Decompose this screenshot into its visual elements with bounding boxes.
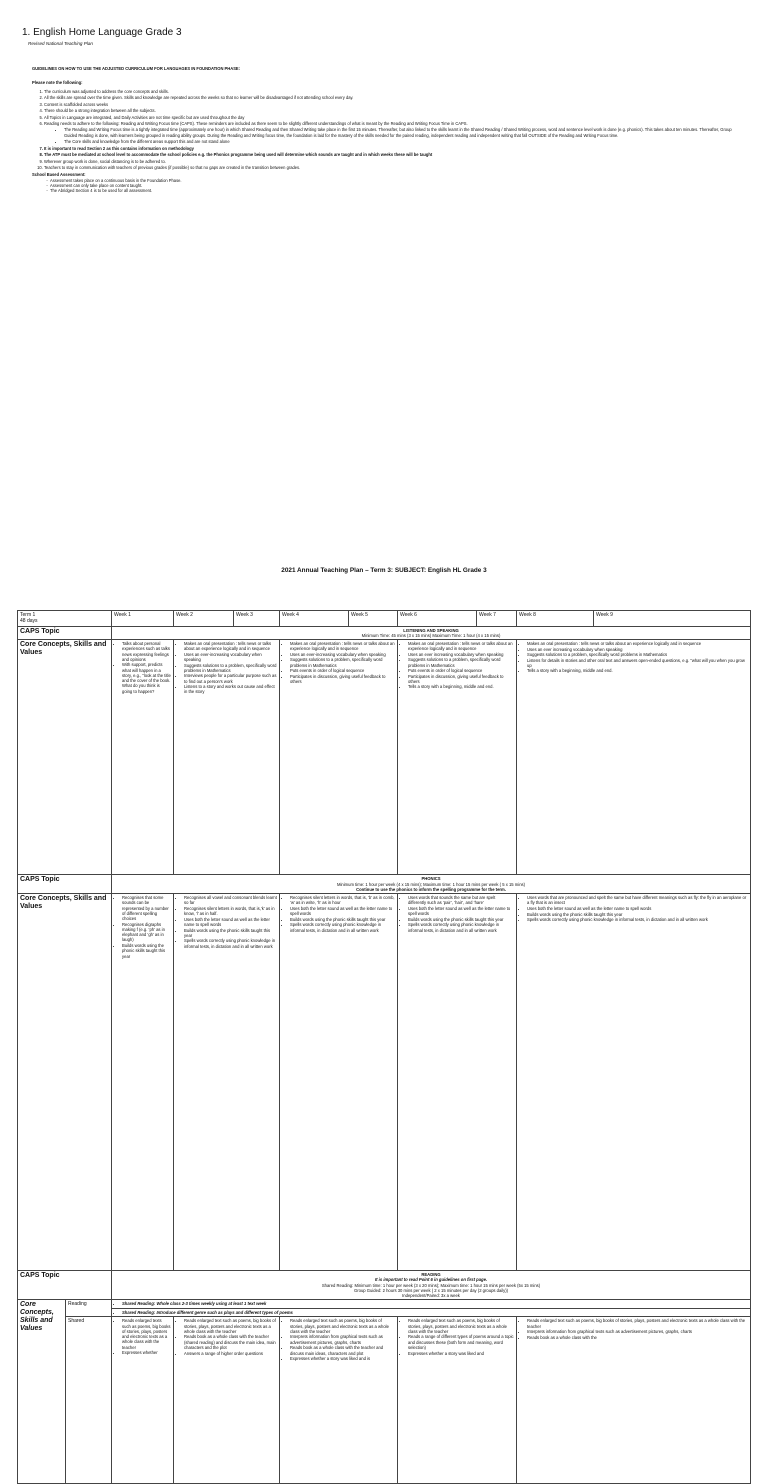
list-item: • Suggests solutions to a problem, specifically word problems in Mathematics [290, 657, 395, 668]
reading-shared-row-2 [18, 1308, 751, 1317]
list-item: • Puts events in order of logical sequence [290, 668, 395, 673]
caps-topic-label: CAPS Topic [18, 1271, 112, 1300]
listening-week4-5-cell [280, 640, 398, 875]
guidelines-note-heading: Please note the following: [32, 80, 83, 86]
list-item: • Suggests solutions to a problem, specifically word problems in Mathematics [184, 663, 277, 674]
core-concepts-label: Core Concepts, Skills and Values [18, 640, 112, 875]
guideline-sub-item: • The Core skills and knowledge from the different areas support this and are not stand alone [64, 139, 744, 144]
reading-note: It is important to read Point 6 in guidelines on first page. [374, 1277, 488, 1283]
list-item: • Suggests solutions to a problem, specifically word problems in Mathematics [527, 652, 748, 657]
reading-week2-3-cell [174, 1317, 280, 1484]
list-item: • Builds words using the phonic skills taught this year [184, 928, 277, 939]
listening-week2-3-cell [174, 640, 280, 875]
phonics-week6-7-cell [398, 894, 517, 1271]
phonics-week2-3-cell [174, 894, 280, 1271]
phonics-week8-9-cell [517, 894, 751, 1271]
caps-topic-label: CAPS Topic [18, 626, 112, 640]
list-item: • Uses an ever increasing vocabulary when speaking [408, 652, 514, 657]
list-item: • Uses an ever-increasing vocabulary when speaking [184, 652, 277, 663]
list-item: • Uses an ever increasing vocabulary when speaking [527, 647, 748, 652]
list-item: • Makes an oral presentation : tells news or talks about an experience logically and in sequence [527, 641, 748, 646]
list-item: • Uses both the letter sound as well as the letter name to spell words [184, 917, 277, 928]
listening-week6-7-cell [398, 640, 517, 875]
annual-teaching-plan-table [17, 610, 751, 1484]
list-item: • Uses an ever-increasing vocabulary when speaking [290, 652, 395, 657]
guideline-item: 9. Wherever group work is done, social distancing is to be adhered to. [44, 159, 744, 164]
guideline-sub-item: • The Reading and Writing Focus time is a tightly integrated time (approximately one hour) in which Shared Reading and then Shared Writing take place in the first 15 minutes. Thereafter, but also linked to the skills learnt in the Shared Reading / Shared Writing process, word and sentence level work is done (e.g. phonics). This takes about ten minutes. Thereafter, Group Guided Reading is done, with learners being grouped in reading ability groups. During the Reading and Writing focus time, the foundation is laid for the mastery of the skills needed for the paired reading, independent reading and independent writing that fall OUTSIDE of the Reading and Writing Focus time. [64, 127, 744, 138]
list-item: • Spells words correctly using phonic knowledge in informal tests, in dictation and in all written work [527, 917, 748, 922]
list-item: • Puts events in order of logical sequence [408, 668, 514, 673]
list-item: • Participates in discussion, giving useful feedback to others [290, 674, 395, 685]
sba-item: - The Abridged Section 4 is to be used for all assessment. [50, 188, 744, 193]
guideline-item: 5. All Topics in Language are integrated, and Daily Activities are not time specific but are used throughout the day [44, 115, 744, 120]
week-header: Week 6 [398, 611, 477, 627]
list-item: • Reads book as a whole class with the teacher (shared reading) and discuss the main idea, main characters and the plot [184, 1334, 277, 1350]
guideline-item: 1. The curriculum was adjusted to address the core concepts and skills. [44, 89, 744, 94]
list-item: • Spells words correctly using phonic knowledge in informal tests, in dictation and in all written work [290, 922, 395, 933]
guideline-item: 4. There should be a strong integration between all the subjects. [44, 108, 744, 113]
list-item: • Uses words that are pronounced and spelt the same but have different meanings such as fly: the fly in an aeroplane or a fly that is an insect [527, 895, 748, 906]
term-cell [18, 611, 112, 627]
list-item: • Recognises digraphs making f (e.g. ‘ph’ as in elephant and ‘gh’ as in laugh) [122, 922, 171, 943]
reading-time-independent: Independent/Paired: 3x a week [402, 1293, 460, 1299]
list-item: • With support, predicts what will happen in a story, e.g., “look at the title and the cover of the book. What do you think is going to happen? [122, 662, 171, 694]
reading-title: READING [421, 1272, 441, 1278]
week-header: Week 3 [234, 611, 280, 627]
phonics-time: Minimum time: 1 hour per week (4 x 15 mins); Maximum time: 1 hour 15 mins per week ( 5 x 15 mins) [336, 881, 526, 887]
list-item: • Reads book as a whole class with the teacher and discuss main ideas, characters and plot [290, 1345, 395, 1356]
guideline-item: 3. Content is scaffolded across weeks [44, 102, 744, 107]
caps-topic-row-phonics [18, 875, 751, 894]
list-item: • Uses words that sounds the same but are spelt differently such as ‘pair’, ‘hair’, and ‘hare’ [408, 895, 514, 906]
list-item: • Shared Reading: Whole class 2-3 times weekly using at least 1 text week [122, 1301, 748, 1306]
list-item: • Uses both the letter sound as well as the letter name to spell words [290, 906, 395, 917]
list-item: • Spells words correctly using phonic knowledge in informal tests, in dictation and in all written work [184, 938, 277, 949]
guideline-item: 2. All the skills are spread over the time given. Skills and knowledge are repeated across the weeks so that no learner will be disadvantaged if not attending school every day. [44, 95, 744, 100]
list-item: • Listens to a story and works out cause and effect in the story [184, 684, 277, 695]
caps-topic-label: CAPS Topic [18, 875, 112, 894]
listening-title: LISTENING AND SPEAKING [403, 627, 459, 633]
week-header: Week 9 [594, 611, 751, 627]
list-item: • Participates in discussion, giving useful feedback to others [408, 674, 514, 685]
guideline-item: 8. The ATP must be mediated at school level to accommodate the school policies e.g. the Phonics programme being used will determine which sounds are taught and in which weeks these will be taught [44, 152, 744, 157]
listening-heading [112, 626, 751, 640]
reading-week4-5-cell [280, 1317, 398, 1484]
list-item: • Recognises silent letters in words, that is,’k’ as in know, ‘l’ as in half. [184, 906, 277, 917]
list-item: • Reads enlarged text such as poems, big books of stories, plays, posters and electronic texts as a whole class with the teacher [408, 1318, 514, 1334]
guideline-item: 10. Teachers to stay in communication with teachers of previous grades (if possible) so that no gaps are created in the transition between grades. [44, 165, 744, 170]
list-item: • Suggests solutions to a problem, specifically word problems in Mathematics [408, 657, 514, 668]
guideline-item [44, 121, 744, 144]
reading-week8-9-cell [517, 1317, 751, 1484]
page-title: 1. English Home Language Grade 3 [22, 27, 182, 38]
document-subtitle: Revised National Teaching Plan [28, 41, 93, 46]
core-concepts-label: Core Concepts, Skills and Values [18, 894, 112, 1271]
shared-sub-label: Shared [66, 1317, 112, 1484]
list-item: • Builds words using the phonic skills taught this year [290, 917, 395, 922]
reading-heading [112, 1271, 751, 1300]
reading-week6-7-cell [398, 1317, 517, 1484]
sba-item: - Assessment takes place on a continuous basis in the Foundation Phase. [50, 178, 744, 183]
term-label: Term 1 [20, 612, 36, 618]
week-header: Week 7 [477, 611, 517, 627]
reading-sub-label: Reading [66, 1300, 112, 1317]
term-days: 48 days [20, 618, 38, 625]
list-item: • Reads a range of different types of poems around a topic and discusses these (both form and meaning, word selection) [408, 1334, 514, 1350]
reading-content-row [18, 1317, 751, 1484]
guideline-item: 7. It is important to read Section 2 as this contains information on methodology [44, 146, 744, 151]
list-item: • Uses both the letter sound as well as the letter name to spell words [408, 906, 514, 917]
listening-time: Minimum Time: 45 mins (3 x 15 mins) Maximum Time: 1 hour (4 x 15 mins) [361, 632, 501, 638]
shared-reading-note-2 [112, 1308, 751, 1317]
week-header: Week 8 [517, 611, 594, 627]
guideline-item-text: Reading needs to adhere to the following: Reading and Writing Focus time (CAPS). These reminders are included as there seem to be slightly different understandings of what is meant by the Reading and Writing Focus Time in CAPS. [44, 121, 468, 127]
reading-time-shared: Shared Reading: Minimum time: 1 hour per week (3 x 20 mins); Maximum time: 1 hour 15 mins per week (5x 15 mins) [321, 1282, 541, 1288]
reading-time-group: Group Guided: 2 hours 30 mins per week ( 2 x 15 minutes per day (2 groups daily)) [353, 1287, 509, 1293]
week-header: Week 1 [112, 611, 174, 627]
list-item: • Listens for details in stories and other oral text and answers open-ended questions, e.g. “what will you when you grow up [527, 658, 748, 669]
list-item: • Makes an oral presentation : tells news or talks about an experience logically and in sequence [408, 641, 514, 652]
list-item: • Recognises all vowel and consonant blends learnt so far [184, 895, 277, 906]
list-item: • Tells a story with a beginning, middle and end. [408, 684, 514, 689]
weeks-row [18, 611, 751, 627]
list-item: • Expresses whether a story was liked and [408, 1351, 514, 1356]
list-item: • Builds words using the phonic skills taught this year [122, 943, 171, 959]
list-item: • Tells a story with a beginning, middle and end. [527, 668, 748, 673]
phonics-heading [112, 875, 751, 894]
phonics-week1-cell [112, 894, 174, 1271]
list-item: • Reads book as a whole class with the [527, 1335, 748, 1340]
plan-title: 2021 Annual Teaching Plan – Term 3: SUBJECT: English HL Grade 3 [281, 567, 487, 574]
sba-list [32, 178, 744, 194]
guidelines-section [32, 66, 744, 194]
core-concepts-label: Core Concepts, Skills and Values [18, 1300, 66, 1484]
reading-week1-cell [112, 1317, 174, 1484]
phonics-title: PHONICS [421, 876, 441, 882]
listening-week1-cell [112, 640, 174, 875]
guideline-sub-list [56, 127, 744, 144]
sba-item: - Assessment can only take place on content taught. [50, 183, 744, 188]
list-item: • Interprets information from graphical texts such as advertisement pictures, graphs, charts [290, 1334, 395, 1345]
list-item: • Makes an oral presentation : tells news or talks about an experience logically and in sequence [290, 641, 395, 652]
list-item: • Spells words correctly using phonic knowledge in informal tests, in dictation and in all written work [408, 922, 514, 933]
guidelines-list [32, 89, 744, 171]
phonics-content-row [18, 894, 751, 1271]
list-item: • Expresses whether a story was liked and is [290, 1356, 395, 1361]
list-item: • Reads enlarged texts such as poems, big books of stories, plays, posters and electronic texts as a whole class with the teacher [122, 1318, 171, 1350]
caps-topic-row-reading [18, 1271, 751, 1300]
week-header: Week 2 [174, 611, 234, 627]
caps-topic-row-listening [18, 626, 751, 640]
week-header: Week 5 [349, 611, 398, 627]
phonics-week4-5-cell [280, 894, 398, 1271]
list-item: • Expresses whether [122, 1350, 171, 1355]
shared-reading-note-1 [112, 1300, 751, 1309]
list-item: • Talks about personal experiences such as talks news expressing feelings and opinions [122, 641, 171, 662]
listening-week8-9-cell [517, 640, 751, 875]
list-item: • Answers a range of higher order questions [184, 1351, 277, 1356]
list-item: • Builds words using the phonic skills taught this year [527, 912, 748, 917]
list-item: • Interprets information from graphical texts such as advertisement pictures, graphs, charts [527, 1329, 748, 1334]
list-item: • Reads enlarged text such as poems, big books of stories, plays, posters and electronic texts as a whole class with the teacher [527, 1318, 748, 1329]
reading-shared-row [18, 1300, 751, 1309]
sba-heading: School Based Assessment: [32, 172, 86, 178]
phonics-note: Continue to use the phonics to inform the spelling programme for the term. [356, 886, 506, 892]
list-item: • Recognises silent letters in words, that is, ‘b’ as in comb, ‘w’ as in write, ‘h’ as in hour [290, 895, 395, 906]
list-item: • Shared Reading: Introduce different genre such as plays and different types of poems [122, 1310, 748, 1315]
week-header: Week 4 [280, 611, 349, 627]
list-item: • Makes an oral presentation : tells news or talks about an experience logically and in sequence [184, 641, 277, 652]
list-item: • Uses both the letter sound as well as the letter name to spell words [527, 906, 748, 911]
list-item: • Interviews people for a particular purpose such as to find out a person's work [184, 673, 277, 684]
listening-content-row [18, 640, 751, 875]
list-item: • Reads enlarged text such as poems, big books of stories, plays, posters and electronic texts as a whole class with the teacher [290, 1318, 395, 1334]
guidelines-heading: GUIDELINES ON HOW TO USE THE ADJUSTED CURRICULUM FOR LANGUAGES IN FOUNDATION PHASE: [32, 66, 241, 71]
list-item: • Reads enlarged text such as poems, big books of stories, plays, posters and electronic texts as a whole class with the teacher [184, 1318, 277, 1334]
list-item: • Recognises that some sounds can be represented by a number of different spelling choices [122, 895, 171, 921]
list-item: • Builds words using the phonic skills taught this year [408, 917, 514, 922]
